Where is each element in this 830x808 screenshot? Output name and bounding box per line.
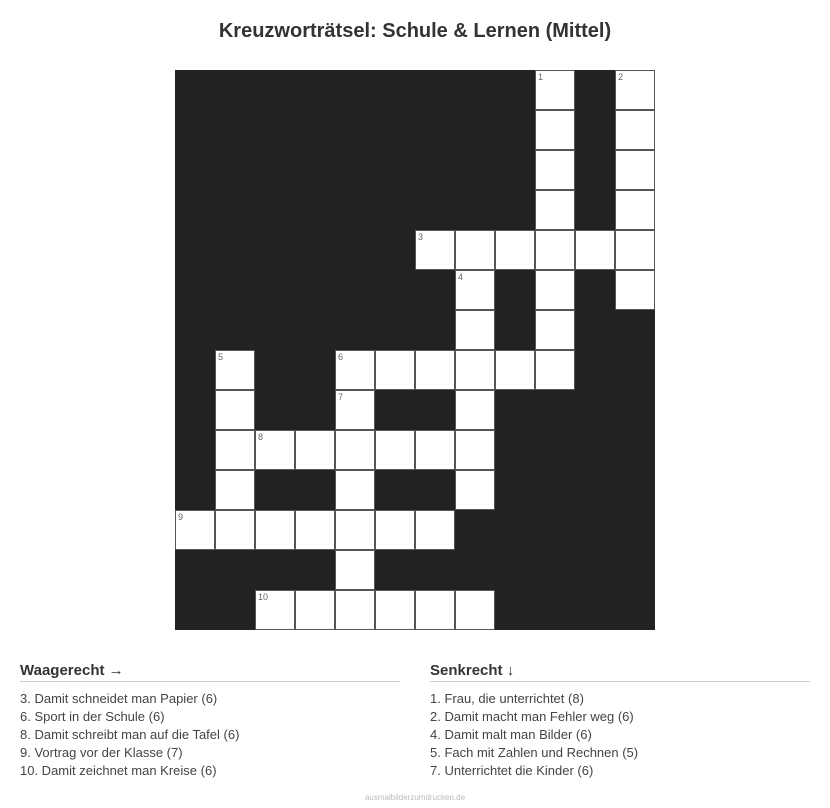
down-heading: Senkrecht ↓ bbox=[430, 662, 810, 682]
grid-cell[interactable] bbox=[375, 510, 415, 550]
grid-cell[interactable] bbox=[455, 390, 495, 430]
grid-cell[interactable] bbox=[215, 470, 255, 510]
clue-number: 6 bbox=[338, 352, 344, 362]
grid-cell[interactable] bbox=[415, 510, 455, 550]
grid-cell[interactable] bbox=[575, 230, 615, 270]
grid-cell[interactable] bbox=[415, 590, 455, 630]
grid-cell[interactable] bbox=[415, 230, 455, 270]
across-clue-list bbox=[20, 690, 400, 780]
clue-number: 5 bbox=[218, 352, 224, 362]
grid-cell[interactable] bbox=[535, 230, 575, 270]
grid-cell[interactable] bbox=[495, 230, 535, 270]
clue-item: 3. Damit schneidet man Papier (6) bbox=[20, 691, 218, 706]
across-clues bbox=[20, 662, 400, 780]
grid-cell[interactable] bbox=[455, 470, 495, 510]
clue-number: 9 bbox=[178, 512, 184, 522]
clue-number: 2 bbox=[618, 72, 624, 82]
grid-cell[interactable] bbox=[215, 510, 255, 550]
clue-number: 10 bbox=[258, 592, 269, 602]
grid-cell[interactable] bbox=[335, 590, 375, 630]
clue-item: 6. Sport in der Schule (6) bbox=[20, 709, 165, 724]
grid-cell[interactable] bbox=[215, 350, 255, 390]
grid-cell[interactable] bbox=[495, 350, 535, 390]
clue-item: 2. Damit macht man Fehler weg (6) bbox=[430, 709, 634, 724]
grid-cell[interactable] bbox=[455, 590, 495, 630]
grid-cell[interactable] bbox=[335, 510, 375, 550]
clue-number: 7 bbox=[338, 392, 344, 402]
grid-cell[interactable] bbox=[615, 150, 655, 190]
grid-cell[interactable] bbox=[455, 270, 495, 310]
clue-item: 8. Damit schreibt man auf die Tafel (6) bbox=[20, 727, 240, 742]
down-clue-list bbox=[430, 690, 810, 780]
grid-cell[interactable] bbox=[295, 510, 335, 550]
clue-number: 1 bbox=[538, 72, 544, 82]
grid-cell[interactable] bbox=[335, 350, 375, 390]
crossword-grid bbox=[175, 70, 655, 630]
down-clues bbox=[430, 662, 810, 780]
grid-cell[interactable] bbox=[455, 350, 495, 390]
grid-cell[interactable] bbox=[415, 350, 455, 390]
grid-cell[interactable] bbox=[535, 310, 575, 350]
grid-cell[interactable] bbox=[375, 430, 415, 470]
grid-cell[interactable] bbox=[615, 190, 655, 230]
clue-item: 5. Fach mit Zahlen und Rechnen (5) bbox=[430, 745, 639, 760]
grid-cell[interactable] bbox=[255, 590, 295, 630]
grid-cell[interactable] bbox=[255, 510, 295, 550]
footer-credit: ausmalbilderzumdrucken.de bbox=[364, 793, 466, 802]
grid-cell[interactable] bbox=[415, 430, 455, 470]
across-heading: Waagerecht → bbox=[20, 662, 400, 682]
grid-cell[interactable] bbox=[455, 430, 495, 470]
grid-cell[interactable] bbox=[335, 470, 375, 510]
grid-cell[interactable] bbox=[335, 390, 375, 430]
clue-item: 7. Unterrichtet die Kinder (6) bbox=[430, 763, 594, 778]
grid-cell[interactable] bbox=[455, 230, 495, 270]
grid-cell[interactable] bbox=[615, 230, 655, 270]
grid-cell[interactable] bbox=[255, 430, 295, 470]
grid-cell[interactable] bbox=[215, 390, 255, 430]
grid-cell[interactable] bbox=[375, 590, 415, 630]
grid-cell[interactable] bbox=[535, 350, 575, 390]
clue-item: 9. Vortrag vor der Klasse (7) bbox=[20, 745, 183, 760]
grid-cell[interactable] bbox=[535, 110, 575, 150]
clue-number: 3 bbox=[418, 232, 424, 242]
clue-item: 10. Damit zeichnet man Kreise (6) bbox=[20, 763, 217, 778]
grid-cell[interactable] bbox=[295, 590, 335, 630]
grid-cell[interactable] bbox=[535, 150, 575, 190]
grid-cell[interactable] bbox=[335, 550, 375, 590]
grid-cell[interactable] bbox=[615, 270, 655, 310]
clue-item: 1. Frau, die unterrichtet (8) bbox=[430, 691, 584, 706]
clue-number: 8 bbox=[258, 432, 264, 442]
page-title: Kreuzworträtsel: Schule & Lernen (Mittel) bbox=[218, 20, 612, 42]
grid-cell[interactable] bbox=[535, 270, 575, 310]
grid-cell[interactable] bbox=[215, 430, 255, 470]
grid-cell[interactable] bbox=[375, 350, 415, 390]
clue-number: 4 bbox=[458, 272, 464, 282]
grid-cell[interactable] bbox=[615, 70, 655, 110]
grid-cell[interactable] bbox=[175, 510, 215, 550]
grid-cell[interactable] bbox=[535, 190, 575, 230]
grid-cell[interactable] bbox=[535, 70, 575, 110]
grid-cell[interactable] bbox=[455, 310, 495, 350]
grid-cell[interactable] bbox=[295, 430, 335, 470]
grid-cell[interactable] bbox=[335, 430, 375, 470]
clue-item: 4. Damit malt man Bilder (6) bbox=[430, 727, 592, 742]
grid-cell[interactable] bbox=[615, 110, 655, 150]
